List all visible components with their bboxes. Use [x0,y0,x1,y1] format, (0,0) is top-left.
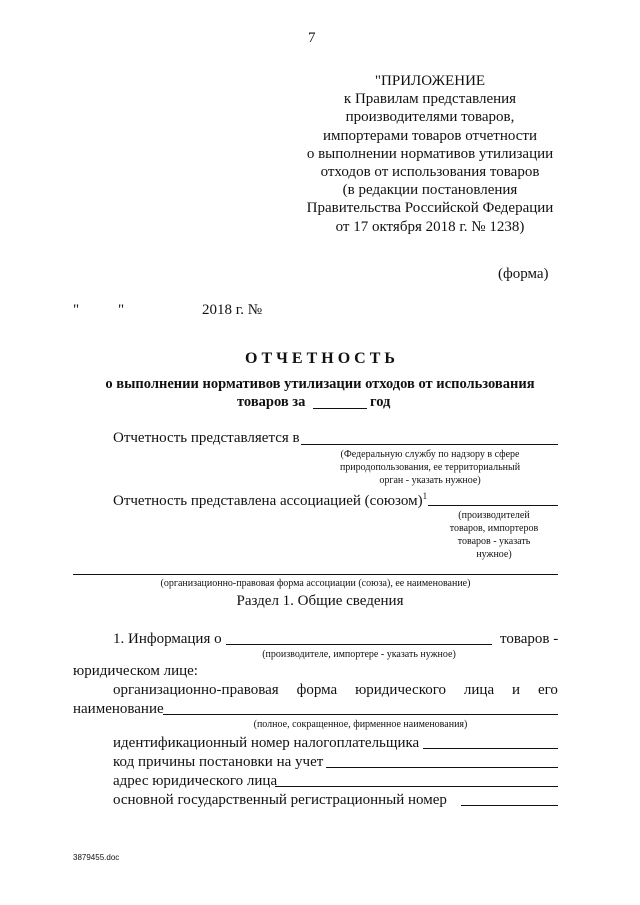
ogrn-field[interactable] [461,805,558,806]
subtitle-suffix: год [370,394,391,410]
org-form-word: лица [463,682,495,698]
item1-field[interactable] [226,644,492,645]
org-form-line [113,682,558,699]
form-label: (форма) [498,266,549,282]
association-hint [434,509,554,561]
subtitle-line1: о выполнении нормативов утилизации отходов от использования [105,376,535,392]
org-name-field[interactable] [163,714,558,715]
kpp-label: код причины постановки на учет [113,754,324,770]
page-number: 7 [308,30,316,46]
association-bottom-hint: (организационно-правовая форма ассоциации (союза), ее наименование) [160,578,471,589]
inn-field[interactable] [423,748,558,749]
hint-line: (производителей [458,510,530,521]
appendix-line: (в редакции постановления [342,182,518,199]
date-quote-close: " [118,302,125,318]
appendix-line: отходов от использования товаров [320,164,540,181]
ogrn-label: основной государственный регистрационный номер [113,792,447,808]
association-label-text: Отчетность представлена ассоциацией (союзом) [113,493,423,509]
appendix-line: от 17 октября 2018 г. № 1238) [335,218,525,235]
hint-line: природопользования, ее территориальный [339,462,521,473]
hint-line: товаров, импортеров [449,523,539,534]
item1-continuation: юридическом лице: [73,663,198,679]
association-full-line[interactable] [73,574,558,575]
item1-prefix: 1. Информация о [113,631,222,647]
footnote-mark: 1 [422,491,428,501]
appendix-block [290,72,570,236]
association-label [113,491,427,510]
hint-line: орган - указать нужное) [379,475,481,486]
org-form-word: его [538,682,558,698]
kpp-field[interactable] [326,767,558,768]
date-quote-open: " [73,302,80,318]
org-form-word: форма [296,682,338,698]
hint-line: (Федеральную службу по надзору в сфере [340,449,520,460]
submitted-to-hint [310,448,550,487]
doc-code: 3879455.doc [73,853,120,862]
section-title: Раздел 1. Общие сведения [236,593,404,609]
date-year-number: 2018 г. № [202,302,263,318]
org-form-word: и [512,682,521,698]
address-label: адрес юридического лица [113,773,278,789]
org-name-label: наименование [73,701,164,717]
appendix-line: к Правилам представления [343,91,517,108]
address-field[interactable] [275,786,558,787]
submitted-to-field[interactable] [301,444,558,445]
subtitle-prefix: товаров за [237,394,306,410]
org-form-word: юридического [355,682,446,698]
appendix-line: о выполнении нормативов утилизации [306,145,554,162]
year-blank-line[interactable] [313,408,367,409]
association-field[interactable] [428,505,558,506]
appendix-line: Правительства Российской Федерации [306,200,554,217]
org-form-word: организационно-правовая [113,682,279,698]
item1-hint: (производителе, импортере - указать нужное) [262,649,456,660]
item1-suffix: товаров - [500,631,559,647]
appendix-line: импортерами товаров отчетности [323,127,537,144]
inn-label: идентификационный номер налогоплательщика [113,735,420,751]
submitted-to-label: Отчетность представляется в [113,430,300,446]
appendix-line: производителями товаров, [345,109,515,126]
hint-line: товаров - указать [457,536,531,547]
appendix-line: "ПРИЛОЖЕНИЕ [374,73,486,89]
org-name-hint: (полное, сокращенное, фирменное наименования) [253,719,468,730]
document-title: О Т Ч Е Т Н О С Т Ь [245,350,395,367]
hint-line: нужное) [476,549,512,560]
